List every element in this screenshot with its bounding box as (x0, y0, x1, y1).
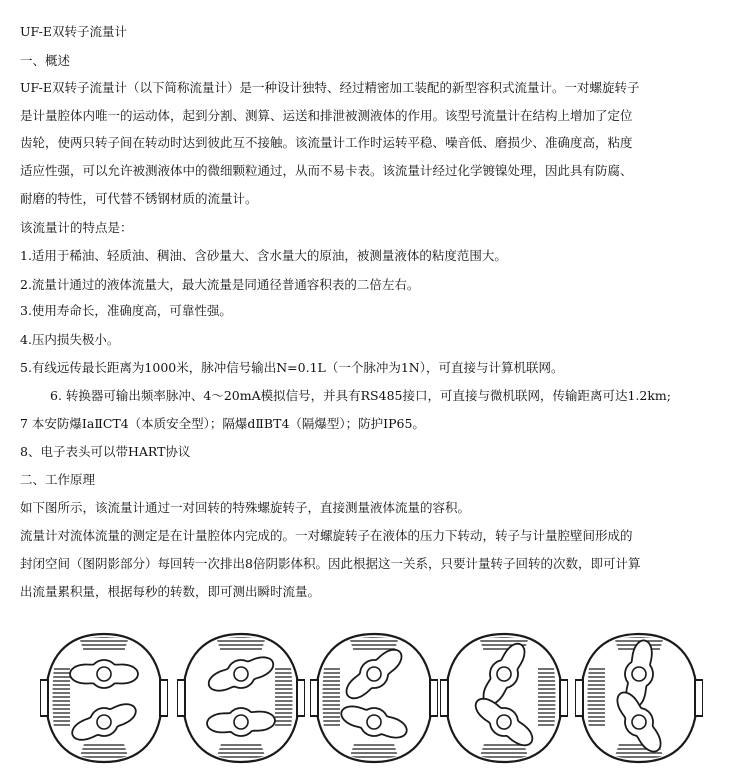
overview-line: 适应性强，可以允许被测液体中的微细颗粒通过，从而不易卡表。该流量计经过化学镀镍处理，因此具有防腐、 (20, 163, 633, 178)
document-title: UF-E双转子流量计 (20, 24, 127, 39)
feature-item: 5.有线远传最长距离为1000米，脉冲信号输出N=0.1L（一个脉冲为1N），可直接与计算机联网。 (20, 360, 564, 375)
overview-line: 齿轮，使两只转子间在转动时达到彼此互不接触。该流量计工作时运转平稳、噪音低、磨损少、准确度高，粘度 (20, 135, 633, 150)
overview-line: 是计量腔体内唯一的运动体，起到分割、测算、运送和排泄被测液体的作用。该型号流量计在结构上增加了定位 (20, 108, 633, 123)
feature-item: 2.流量计通过的液体流量大，最大流量是同通径普通容积表的二倍左右。 (20, 277, 420, 292)
section1-heading: 一、概述 (20, 53, 71, 68)
lower-rotor-shaft (497, 715, 511, 729)
principle-line: 如下图所示，该流量计通过一对回转的特殊螺旋转子，直接测量液体流量的容积。 (20, 500, 471, 515)
inlet-flange (40, 680, 48, 716)
outlet-flange (430, 680, 438, 716)
sealed-cavity-shading (53, 668, 71, 728)
rotor-diagram-sequence (0, 618, 750, 773)
outlet-flange (297, 680, 305, 716)
feature-item: 1.适用于稀油、轻质油、稠油、含砂量大、含水量大的原油，被测量液体的粘度范围大。 (20, 248, 507, 263)
upper-rotor-shaft (367, 667, 381, 681)
sealed-cavity-shading (323, 668, 341, 728)
lower-rotor-shaft (632, 715, 646, 729)
lower-rotor-shaft (367, 715, 381, 729)
feature-item: 7 本安防爆IaⅡCT4（本质安全型）；隔爆dⅡBT4（隔爆型）；防护IP65。 (20, 416, 425, 431)
feature-item: 4.压内损失极小。 (20, 332, 120, 347)
inlet-flange (177, 680, 185, 716)
upper-rotor-shaft (234, 667, 248, 681)
feature-item: 3.使用寿命长，准确度高，可靠性强。 (20, 303, 232, 318)
inlet-flange (440, 680, 448, 716)
sealed-cavity-shading (80, 744, 128, 759)
principle-line: 出流量累积量，根据每秒的转数，即可测出瞬时流量。 (20, 584, 321, 599)
sealed-cavity-shading (480, 744, 528, 759)
upper-rotor-shaft (632, 667, 646, 681)
rotor-diagram-3 (310, 628, 438, 768)
feature-item: 8、电子表头可以带HART协议 (20, 444, 191, 459)
sealed-cavity-shading (80, 637, 128, 652)
sealed-cavity-shading (538, 668, 556, 728)
rotor-diagram-1 (40, 628, 168, 768)
rotor-diagram-2 (177, 628, 305, 768)
outlet-flange (160, 680, 168, 716)
overview-line: UF-E双转子流量计（以下简称流量计）是一种设计独特、经过精密加工装配的新型容积式流量计。一对螺旋转子 (20, 80, 640, 95)
sealed-cavity-shading (217, 744, 265, 759)
upper-rotor-shaft (97, 667, 111, 681)
lower-rotor-shaft (234, 715, 248, 729)
rotor-diagram-5 (575, 628, 703, 768)
sealed-cavity-shading (217, 637, 265, 652)
features-heading: 该流量计的特点是： (20, 220, 133, 235)
sealed-cavity-shading (350, 744, 398, 759)
feature-item: 6. 转换器可输出频率脉冲、4～20mA模拟信号，并具有RS485接口，可直接与微机联网，传输距离可达1.2km; (50, 388, 671, 403)
upper-rotor-shaft (497, 667, 511, 681)
inlet-flange (575, 680, 583, 716)
rotor-diagram-4 (440, 628, 568, 768)
outlet-flange (695, 680, 703, 716)
sealed-cavity-shading (275, 668, 293, 728)
section2-heading: 二、工作原理 (20, 472, 96, 487)
outlet-flange (560, 680, 568, 716)
principle-line: 流量计对流体流量的测定是在计量腔体内完成的。一对螺旋转子在液体的压力下转动，转子与计量腔壁间形成的 (20, 528, 633, 543)
overview-line: 耐磨的特性，可代替不锈钢材质的流量计。 (20, 191, 258, 206)
inlet-flange (310, 680, 318, 716)
sealed-cavity-shading (588, 668, 606, 728)
principle-line: 封闭空间（图阴影部分）每回转一次排出8倍阴影体积。因此根据这一关系，只要计量转子回转的次数，即可计算 (20, 556, 641, 571)
lower-rotor-shaft (97, 715, 111, 729)
